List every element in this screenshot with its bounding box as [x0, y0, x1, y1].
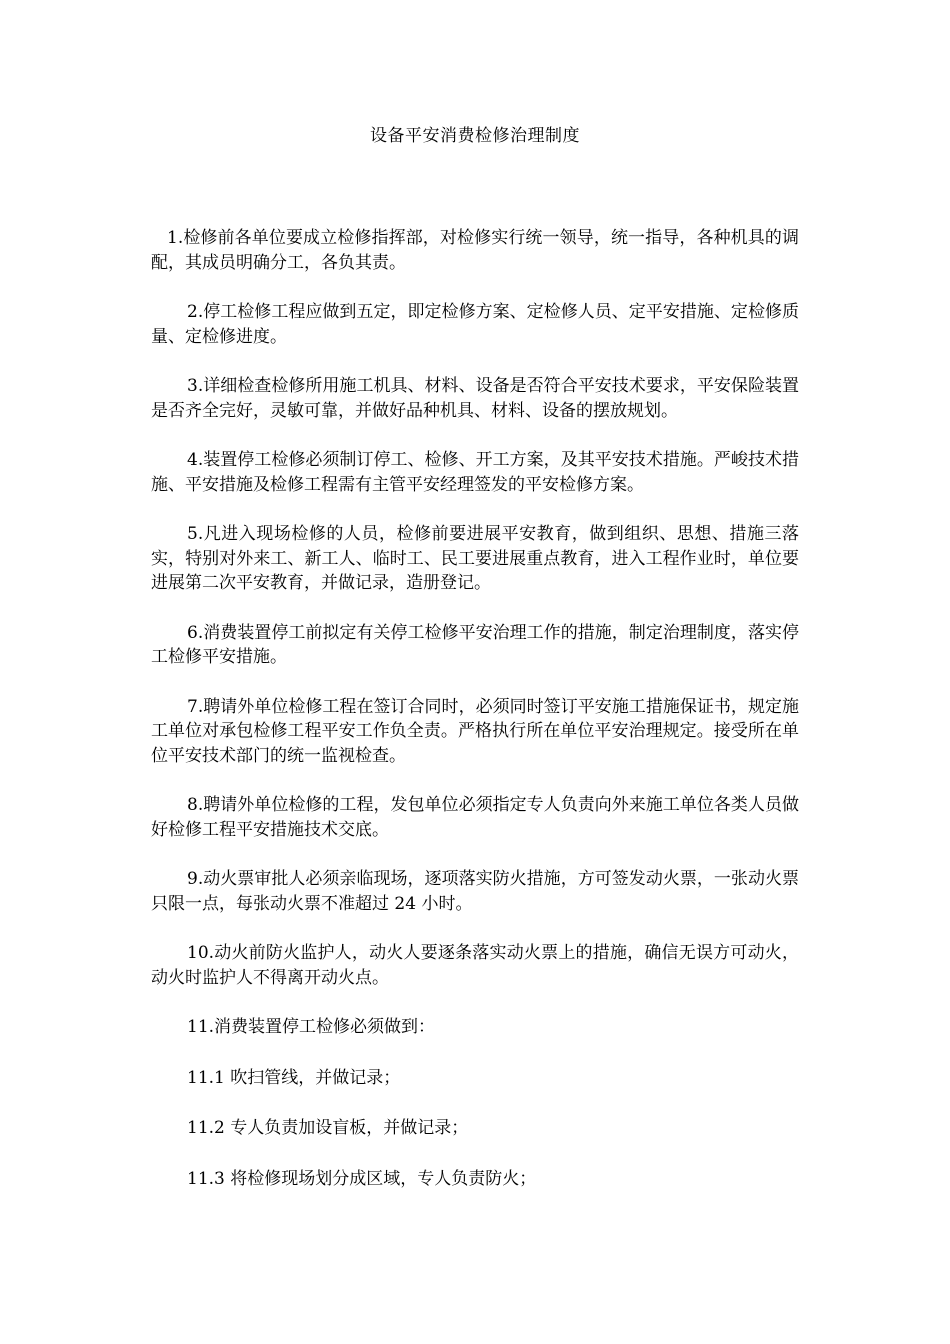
paragraph-4: 4.装置停工检修必须制订停工、检修、开工方案，及其平安技术措施。严峻技术措施、平安措施及检修工程需有主管平安经理签发的平安检修方案。 [151, 450, 799, 495]
paragraph-11-2: 11.2 专人负责加设盲板，并做记录； [187, 1118, 469, 1138]
paragraph-1: 1.检修前各单位要成立检修指挥部，对检修实行统一领导，统一指导，各种机具的调配，其成员明确分工，各负其责。 [151, 228, 799, 273]
paragraph-11: 11.消费装置停工检修必须做到： [187, 1017, 436, 1037]
document-body [151, 226, 799, 1217]
paragraph-6: 6.消费装置停工前拟定有关停工检修平安治理工作的措施，制定治理制度，落实停工检修平安措施。 [151, 622, 799, 667]
paragraph-10: 10.动火前防火监护人，动火人要逐条落实动火票上的措施，确信无误方可动火，动火时监护人不得离开动火点。 [151, 943, 799, 988]
paragraph-2: 2.停工检修工程应做到五定，即定检修方案、定检修人员、定平安措施、定检修质量、定检修进度。 [151, 302, 799, 347]
paragraph-8: 8.聘请外单位检修的工程，发包单位必须指定专人负责向外来施工单位各类人员做好检修工程平安措施技术交底。 [151, 795, 799, 840]
paragraph-11-3: 11.3 将检修现场划分成区域，专人负责防火； [187, 1168, 537, 1189]
paragraph-5: 5.凡进入现场检修的人员，检修前要进展平安教育，做到组织、思想、措施三落实，特别对外来工、新工人、临时工、民工要进展重点教育，进入工程作业时，单位要进展第二次平安教育，并做记录，造册登记。 [151, 524, 799, 593]
document-title: 设备平安消费检修治理制度 [370, 126, 580, 146]
paragraph-11-1: 11.1 吹扫管线，并做记录； [187, 1067, 401, 1088]
paragraph-3: 3.详细检查检修所用施工机具、材料、设备是否符合平安技术要求，平安保险装置是否齐全完好，灵敏可靠，并做好品种机具、材料、设备的摆放规划。 [151, 376, 799, 421]
paragraph-7: 7.聘请外单位检修工程在签订合同时，必须同时签订平安施工措施保证书，规定施工单位对承包检修工程平安工作负全责。严格执行所在单位平安治理规定。接受所在单位平安技术部门的统一监视检查。 [151, 696, 799, 766]
paragraph-9: 9.动火票审批人必须亲临现场，逐项落实防火措施，方可签发动火票，一张动火票只限一点，每张动火票不准超过 24 小时。 [151, 869, 799, 914]
